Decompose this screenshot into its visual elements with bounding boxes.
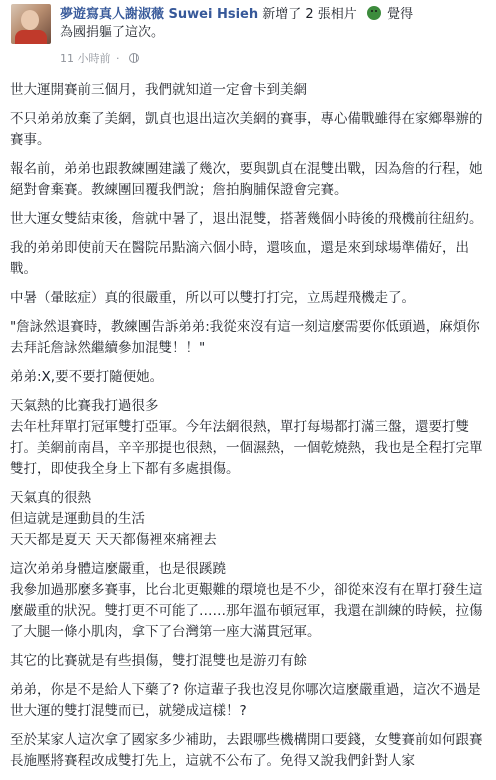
meta-separator: · [116, 52, 120, 65]
post-meta [60, 52, 139, 66]
post-paragraph [10, 559, 488, 643]
post-text-line: 我參加過那麼多賽事，比台北更艱難的環境也是不少，卻從來沒有在單打發生這麼嚴重的狀況。雙打更不可能了……那年溫布頓冠軍，我還在訓練的時候，拉傷了大腿一條小肌肉，拿下了台灣第一座大滿貫冠軍。 [10, 582, 483, 640]
post-paragraph [10, 109, 488, 151]
post-text-line: 世大運開賽前三個月，我們就知道一定會卡到美網 [10, 82, 307, 98]
sick-emoji-icon [367, 6, 381, 20]
post-paragraph [10, 396, 488, 480]
avatar-face [21, 10, 39, 30]
post-paragraph [10, 680, 488, 722]
post-text-line: 天氣真的很熱 [10, 490, 91, 506]
post-text-line: 但這就是運動員的生活 [10, 511, 145, 527]
post-paragraph [10, 730, 488, 772]
post-timestamp[interactable]: 11 小時前 [60, 52, 111, 65]
post-text-line: 其它的比賽就是有些損傷，雙打混雙也是游刃有餘 [10, 653, 307, 669]
post-text-line: 天氣熱的比賽我打過很多 [10, 398, 159, 414]
post-text-line: 報名前，弟弟也跟教練團建議了幾次，要與凱貞在混雙出戰，因為詹的行程，她絕對會棄賽。教練團回覆我們說；詹拍胸脯保證會完賽。 [10, 161, 483, 198]
post-paragraph [10, 317, 488, 359]
post-text-line: 天天都是夏天 天天都傷裡來痛裡去 [10, 532, 217, 548]
post-paragraph [10, 367, 488, 388]
post-headline [60, 6, 413, 24]
post-text-line: "詹詠然退賽時，教練團告訴弟弟:我從來沒有這一刻這麼需要你低頭過，麻煩你去拜託詹詠然繼續參加混雙！！" [10, 319, 480, 356]
post-paragraph [10, 288, 488, 309]
post-text-line: 弟弟:X,要不要打隨便她。 [10, 369, 164, 385]
post-text-line: 世大運女雙結束後，詹就中暑了，退出混雙，搭著幾個小時後的飛機前往紐約。 [10, 211, 483, 227]
post-header [0, 0, 496, 78]
post-paragraph [10, 238, 488, 280]
post-text-line: 去年杜拜單打冠軍雙打亞軍。今年法網很熱，單打每場都打滿三盤，還要打雙打。美網前南昌，辛辛那提也很熱，一個濕熱，一個乾燒熱，我也是全程打完單雙打，即使我全身上下都有多處損傷。 [10, 419, 483, 477]
post-text-line: 不只弟弟放棄了美網，凱貞也退出這次美網的賽事，專心備戰雖得在家鄉舉辦的賽事。 [10, 111, 483, 148]
avatar-shirt [15, 30, 47, 44]
post-text-line: 弟弟，你是不是給人下藥了? 你這輩子我也沒見你哪次這麼嚴重過，這次不過是世大運的雙打混雙而已，就變成這樣！? [10, 682, 481, 719]
avatar[interactable] [11, 4, 51, 44]
post-paragraph [10, 651, 488, 672]
post-text-line: 中暑（暈眩症）真的很嚴重，所以可以雙打打完，立馬趕飛機走了。 [10, 290, 415, 306]
feeling-label: 覺得 [387, 7, 414, 22]
globe-icon[interactable] [129, 53, 139, 63]
feeling-subtext: 為國捐軀了這次。 [60, 25, 165, 40]
post-paragraph [10, 80, 488, 101]
post-text-line: 這次弟弟身體這麼嚴重，也是很蹊蹺 [10, 561, 226, 577]
post-text-line: 我的弟弟即使前天在醫院吊點滴六個小時，還咳血，還是來到球場準備好，出戰。 [10, 240, 469, 277]
post-text-line: 至於某家人這次拿了國家多少補助，去跟哪些機構開口要錢，女雙賽前如何跟賽長施壓將賽程改成雙打先上，這就不公布了。免得又說我們針對人家 [10, 732, 483, 769]
post-paragraph [10, 159, 488, 201]
post-paragraph [10, 488, 488, 551]
post-paragraph [10, 209, 488, 230]
post-body [10, 80, 488, 780]
post-action[interactable]: 新增了 2 張相片 [262, 7, 357, 22]
author-name[interactable]: 夢遊寫真人謝淑薇 Suwei Hsieh [60, 7, 259, 22]
